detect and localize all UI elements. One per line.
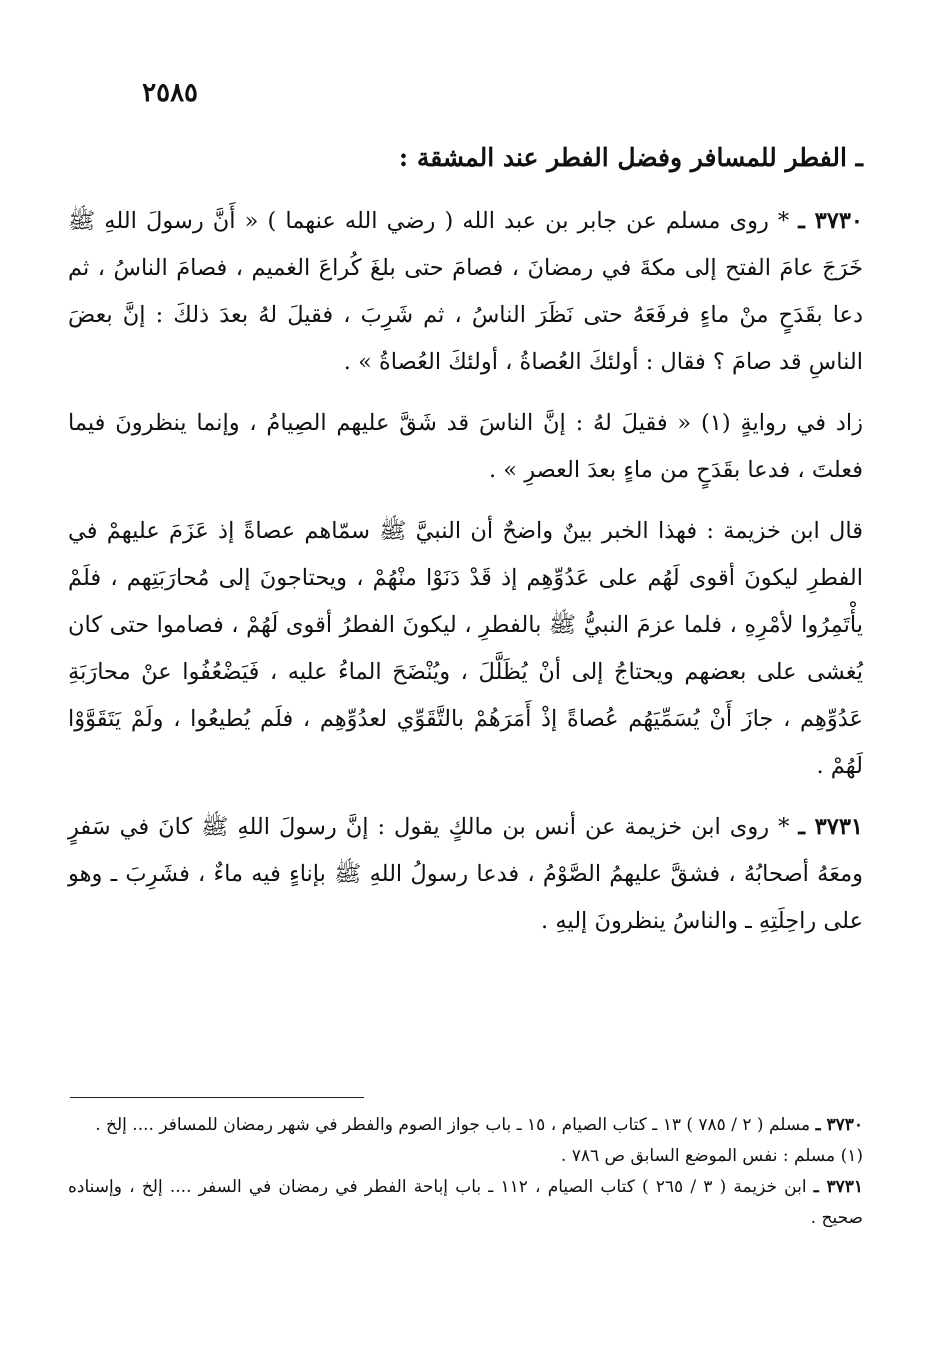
- footnote-1: [68, 1141, 863, 1172]
- footnote-3731: [68, 1172, 863, 1234]
- paragraph-text: قال ابن خزيمة : فهذا الخبر بينٌ واضحٌ أن النبيَّ ﷺ سمّاهم عصاةً إذ عَزَمَ عليهمْ في الفطرِ ليكونَ أقوى لَهُم على عَدُوِّهِم إذ قَدْ دَنَوْا منْهُمْ ، ويحتاجونَ إلى مُحارَبَتِهم ، فلَمْ يأْتَمِرُوا لأمْرِهِ ، فلما عزمَ النبيُّ ﷺ بالفطرِ ، ليكونَ الفطرُ أقوى لَهُمْ ، فصاموا حتى كان يُغشى على بعضهم ويحتاجُ إلى أنْ يُظَلَّلَ ، ويُنْضَحَ الماءُ عليه ، فَيَضْعُفُوا عنْ محارَبَةِ عَدُوِّهِم ، جازَ أَنْ يُسَمِّيَهُم عُصاةً إذْ أَمَرَهُمْ بالتَّقَوِّي لعدُوِّهِم ، فلَم يُطيعُوا ، ولَمْ يَتَقَوَّوْا لَهُمْ .: [68, 518, 863, 779]
- footnote-text: ابن خزيمة ( ٣ / ٢٦٥ ) كتاب الصيام ، ١١٢ ـ باب إباحة الفطر في رمضان في السفر .... إلخ ، وإسناده صحيح .: [68, 1177, 863, 1228]
- paragraph-text: زاد في روايةٍ (١) « فقيلَ لهُ : إنَّ الناسَ قد شَقَّ عليهم الصِيامُ ، وإنما ينظرونَ فيما فعلتَ ، فدعا بقَدَحٍ من ماءٍ بعدَ العصرِ » .: [68, 410, 863, 483]
- paragraph-text: * روى مسلم عن جابر بن عبد الله ( رضي الله عنهما ) « أَنَّ رسولَ اللهِ ﷺ خَرَجَ عامَ الفتح إلى مكةَ في رمضانَ ، فصامَ حتى بلغَ كُراعَ الغميم ، فصامَ الناسُ ، ثم دعا بقَدَحٍ منْ ماءٍ فرفَعَهُ حتى نَظَرَ الناسُ ، ثم شَرِبَ ، فقيلَ لهُ بعدَ ذلكَ : إنَّ بعضَ الناسِ قد صامَ ؟ فقال : أولئكَ العُصاةُ ، أولئكَ العُصاةُ » .: [68, 208, 863, 375]
- footnote-text: (١) مسلم : نفس الموضع السابق ص ٧٨٦ .: [560, 1146, 863, 1166]
- footnote-number: ٣٧٣١ ـ: [813, 1177, 863, 1197]
- page-number: ٢٥٨٥: [142, 78, 198, 108]
- footnote-number: ٣٧٣٠ ـ: [815, 1115, 863, 1135]
- hadith-number: ٣٧٣١ ـ: [798, 814, 863, 840]
- footnotes: [68, 1110, 863, 1234]
- footnote-divider: [70, 1097, 364, 1098]
- hadith-paragraph-3730: [68, 198, 863, 386]
- hadith-paragraph-3731: [68, 804, 863, 945]
- main-text: [68, 198, 863, 945]
- footnote-3730: [68, 1110, 863, 1141]
- section-heading: ـ الفطر للمسافر وفضل الفطر عند المشقة :: [398, 143, 863, 172]
- footnote-text: مسلم ( ٢ / ٧٨٥ ) ١٣ ـ كتاب الصيام ، ١٥ ـ باب جواز الصوم والفطر في شهر رمضان للمسافر .... إلخ .: [95, 1115, 811, 1135]
- paragraph-text: * روى ابن خزيمة عن أنس بن مالكٍ يقول : إنَّ رسولَ اللهِ ﷺ كانَ في سَفرٍ ومعَهُ أصحابُهُ ، فشقَّ عليهمُ الصَّوْمُ ، فدعا رسولُ اللهِ ﷺ بإناءٍ فيه ماءٌ ، فشَرِبَ ـ وهو على راحِلَتِهِ ـ والناسُ ينظرونَ إليهِ .: [68, 814, 863, 934]
- ibn-khuzaymah-commentary: [68, 508, 863, 790]
- hadith-number: ٣٧٣٠ ـ: [798, 208, 863, 234]
- riwaya-paragraph: [68, 400, 863, 494]
